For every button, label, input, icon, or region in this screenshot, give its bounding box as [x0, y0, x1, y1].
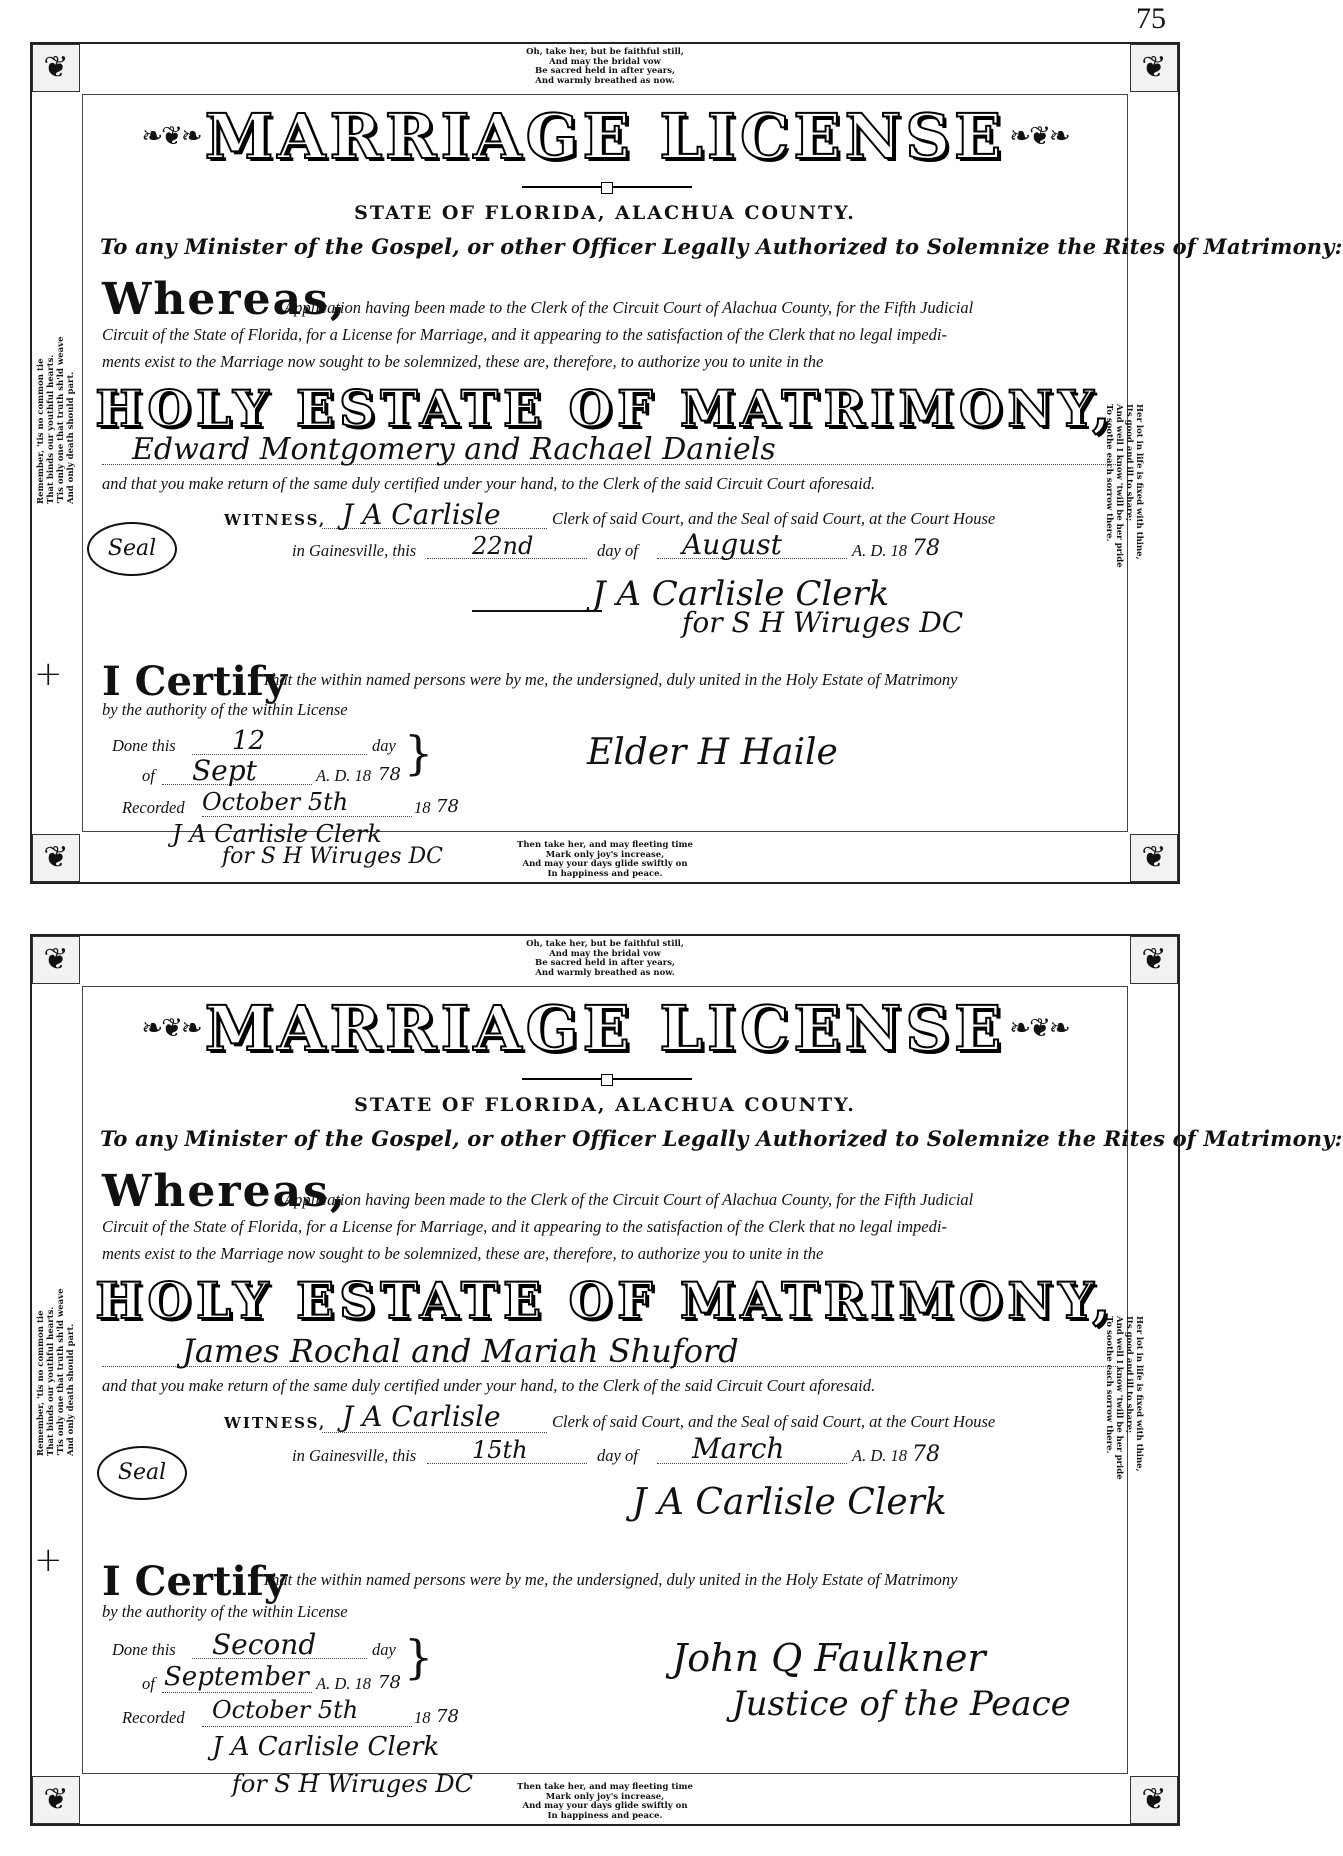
done-day: 12	[232, 726, 266, 756]
state-line: STATE OF FLORIDA, ALACHUA COUNTY.	[354, 1094, 856, 1116]
license-day: 15th	[472, 1436, 528, 1464]
verse-bottom: Then take her, and may fleeting time Mark only joy's increase, And may your days glide swiftly on In happiness and peace.	[517, 1782, 693, 1821]
recorded-year-label: 18	[414, 798, 431, 817]
witness-label: WITNESS,	[224, 511, 327, 529]
ad-short-label: A. D. 18	[316, 1674, 371, 1693]
seal-mark: Seal	[87, 522, 177, 576]
recorded-date: October 5th	[212, 1696, 359, 1724]
seal-mark: Seal	[97, 1446, 187, 1500]
done-month: Sept	[192, 754, 257, 787]
done-year: 78	[378, 764, 401, 785]
witness-signature: J A Carlisle	[342, 1400, 501, 1433]
state-line: STATE OF FLORIDA, ALACHUA COUNTY.	[354, 202, 856, 224]
recorded-deputy-signature: for S H Wiruges DC	[232, 1770, 474, 1798]
certify-text: That the within named persons were by me, the undersigned, duly united in the Holy Estate of Matrimony	[262, 670, 958, 689]
whereas-line-2: Circuit of the State of Florida, for a License for Marriage, and it appearing to the satisfaction of the Clerk that no legal impedi-	[102, 325, 947, 344]
clerk-text: Clerk of said Court, and the Seal of said Court, at the Court House	[552, 509, 996, 528]
title-rule	[522, 1078, 692, 1080]
day-of-label: day of	[597, 1446, 638, 1465]
day-of-label: day of	[597, 541, 638, 560]
license-year: 78	[912, 536, 940, 561]
whereas-heading: Whereas,	[102, 274, 348, 325]
brace-icon: }	[404, 726, 434, 780]
license-title: ❧❦❧ MARRIAGE LICENSE ❧❦❧	[141, 992, 1069, 1065]
license-month: August	[682, 528, 782, 561]
gainesville-label: in Gainesville, this	[292, 1446, 417, 1465]
couple-names: James Rochal and Mariah Shuford	[182, 1332, 739, 1370]
verse-right: Her lot in life is fixed with thine, Its good and ill to share; And well I know 'twill be her pride To soothe each sorrow there.	[1104, 1316, 1145, 1480]
verse-top: Oh, take her, but be faithful still, And may the bridal vow Be sacred held in after years, And warmly breathed as now.	[526, 939, 684, 978]
ornament-corner-icon: ❦	[32, 834, 80, 882]
whereas-line-2: Circuit of the State of Florida, for a License for Marriage, and it appearing to the satisfaction of the Clerk that no legal impedi-	[102, 1217, 947, 1236]
clerk-signature: J A Carlisle Clerk	[632, 1482, 947, 1523]
verse-left: Remember, 'tis no common tie That binds our youthful hearts. 'Tis only one that truth sh'ld weave And only death should part.	[36, 1288, 76, 1456]
flourish-rule	[472, 610, 602, 612]
recorded-label: Recorded	[122, 798, 185, 817]
of-label: of	[142, 1674, 155, 1693]
ornament-corner-icon: ❦	[1130, 936, 1178, 984]
return-text: and that you make return of the same duly certified under your hand, to the Clerk of the said Circuit Court aforesaid.	[102, 474, 876, 493]
scroll-ornament-icon: ❧❦❧	[141, 1013, 201, 1043]
ornament-corner-icon: ❦	[1130, 1776, 1178, 1824]
ornament-corner-icon: ❦	[32, 936, 80, 984]
verse-top: Oh, take her, but be faithful still, And may the bridal vow Be sacred held in after years, And warmly breathed as now.	[526, 47, 684, 86]
holy-estate-heading: HOLY ESTATE OF MATRIMONY,	[95, 1271, 1115, 1330]
address-line: To any Minister of the Gospel, or other Officer Legally Authorized to Solemnize the Rites of Matrimony:	[100, 1126, 1343, 1151]
ad-label: A. D. 18	[852, 1446, 907, 1465]
scroll-ornament-icon: ❧❦❧	[1009, 121, 1069, 151]
marriage-license-1	[30, 42, 1343, 884]
scroll-ornament-icon: ❧❦❧	[141, 121, 201, 151]
ad-label: A. D. 18	[852, 541, 907, 560]
whereas-heading: Whereas,	[102, 1166, 348, 1217]
recorded-year-label: 18	[414, 1708, 431, 1727]
certify-text: That the within named persons were by me, the undersigned, duly united in the Holy Estate of Matrimony	[262, 1570, 958, 1589]
verse-bottom: Then take her, and may fleeting time Mark only joy's increase, And may your days glide swiftly on In happiness and peace.	[517, 840, 693, 879]
marriage-license-2	[30, 934, 1343, 1826]
certify-heading: I Certify	[102, 1558, 288, 1605]
cross-mark-icon: +	[34, 1540, 63, 1580]
title-rule	[522, 186, 692, 188]
day-label: day	[372, 1640, 396, 1659]
scroll-ornament-icon: ❧❦❧	[1009, 1013, 1069, 1043]
done-this-label: Done this	[112, 736, 176, 755]
officiant-signature: John Q Faulkner	[672, 1636, 986, 1680]
recorded-by-signature: J A Carlisle Clerk	[212, 1732, 440, 1762]
recorded-deputy-signature: for S H Wiruges DC	[222, 844, 443, 869]
cross-mark-icon: +	[34, 654, 63, 694]
clerk-signature: J A Carlisle Clerk	[592, 574, 890, 614]
address-line: To any Minister of the Gospel, or other Officer Legally Authorized to Solemnize the Rites of Matrimony:	[100, 234, 1343, 259]
witness-label: WITNESS,	[224, 1414, 327, 1432]
ad-short-label: A. D. 18	[316, 766, 371, 785]
recorded-year: 78	[436, 796, 459, 817]
day-label: day	[372, 736, 396, 755]
done-year: 78	[378, 1672, 401, 1693]
ornament-corner-icon: ❦	[32, 1776, 80, 1824]
recorded-label: Recorded	[122, 1708, 185, 1727]
verse-right: Her lot in life is fixed with thine, Its good and ill to share; And well I know 'twill be her pride To soothe each sorrow there.	[1104, 404, 1145, 568]
of-label: of	[142, 766, 155, 785]
deputy-signature: for S H Wiruges DC	[682, 606, 964, 639]
recorded-year: 78	[436, 1706, 459, 1727]
done-day: Second	[212, 1628, 317, 1661]
ornament-corner-icon: ❦	[1130, 834, 1178, 882]
verse-left: Remember, 'tis no common tie That binds our youthful hearts. 'Tis only one that truth sh'ld weave And only death should part.	[36, 336, 76, 504]
done-this-label: Done this	[112, 1640, 176, 1659]
license-month: March	[692, 1432, 785, 1465]
recorded-date: October 5th	[202, 788, 349, 816]
authority-text: by the authority of the within License	[102, 700, 348, 719]
ornament-corner-icon: ❦	[1130, 44, 1178, 92]
gainesville-label: in Gainesville, this	[292, 541, 417, 560]
officiant-title: Justice of the Peace	[732, 1684, 1071, 1724]
whereas-line-1: Application having been made to the Clerk of the Circuit Court of Alachua County, for the Fifth Judicial	[284, 1190, 974, 1209]
ornament-corner-icon: ❦	[32, 44, 80, 92]
whereas-line-3: ments exist to the Marriage now sought to be solemnized, these are, therefore, to authorize you to unite in the	[102, 1244, 824, 1263]
license-title: ❧❦❧ MARRIAGE LICENSE ❧❦❧	[141, 100, 1069, 173]
authority-text: by the authority of the within License	[102, 1602, 348, 1621]
done-month: September	[164, 1662, 309, 1692]
brace-icon: }	[404, 1630, 434, 1684]
officiant-signature: Elder H Haile	[587, 732, 838, 773]
couple-names: Edward Montgomery and Rachael Daniels	[132, 432, 776, 467]
witness-signature: J A Carlisle	[342, 498, 501, 531]
whereas-line-3: ments exist to the Marriage now sought to be solemnized, these are, therefore, to authorize you to unite in the	[102, 352, 824, 371]
page-number: 75	[1136, 2, 1166, 35]
return-text: and that you make return of the same duly certified under your hand, to the Clerk of the said Circuit Court aforesaid.	[102, 1376, 876, 1395]
license-day: 22nd	[472, 532, 534, 560]
holy-estate-heading: HOLY ESTATE OF MATRIMONY,	[95, 379, 1115, 438]
done-month-line	[162, 1692, 312, 1693]
clerk-text: Clerk of said Court, and the Seal of said Court, at the Court House	[552, 1412, 996, 1431]
recorded-line	[202, 1726, 412, 1727]
recorded-line	[202, 816, 412, 817]
certify-heading: I Certify	[102, 658, 288, 705]
license-year: 78	[912, 1442, 940, 1467]
recorded-by-signature: J A Carlisle Clerk	[172, 820, 382, 848]
whereas-line-1: Application having been made to the Clerk of the Circuit Court of Alachua County, for the Fifth Judicial	[284, 298, 974, 317]
